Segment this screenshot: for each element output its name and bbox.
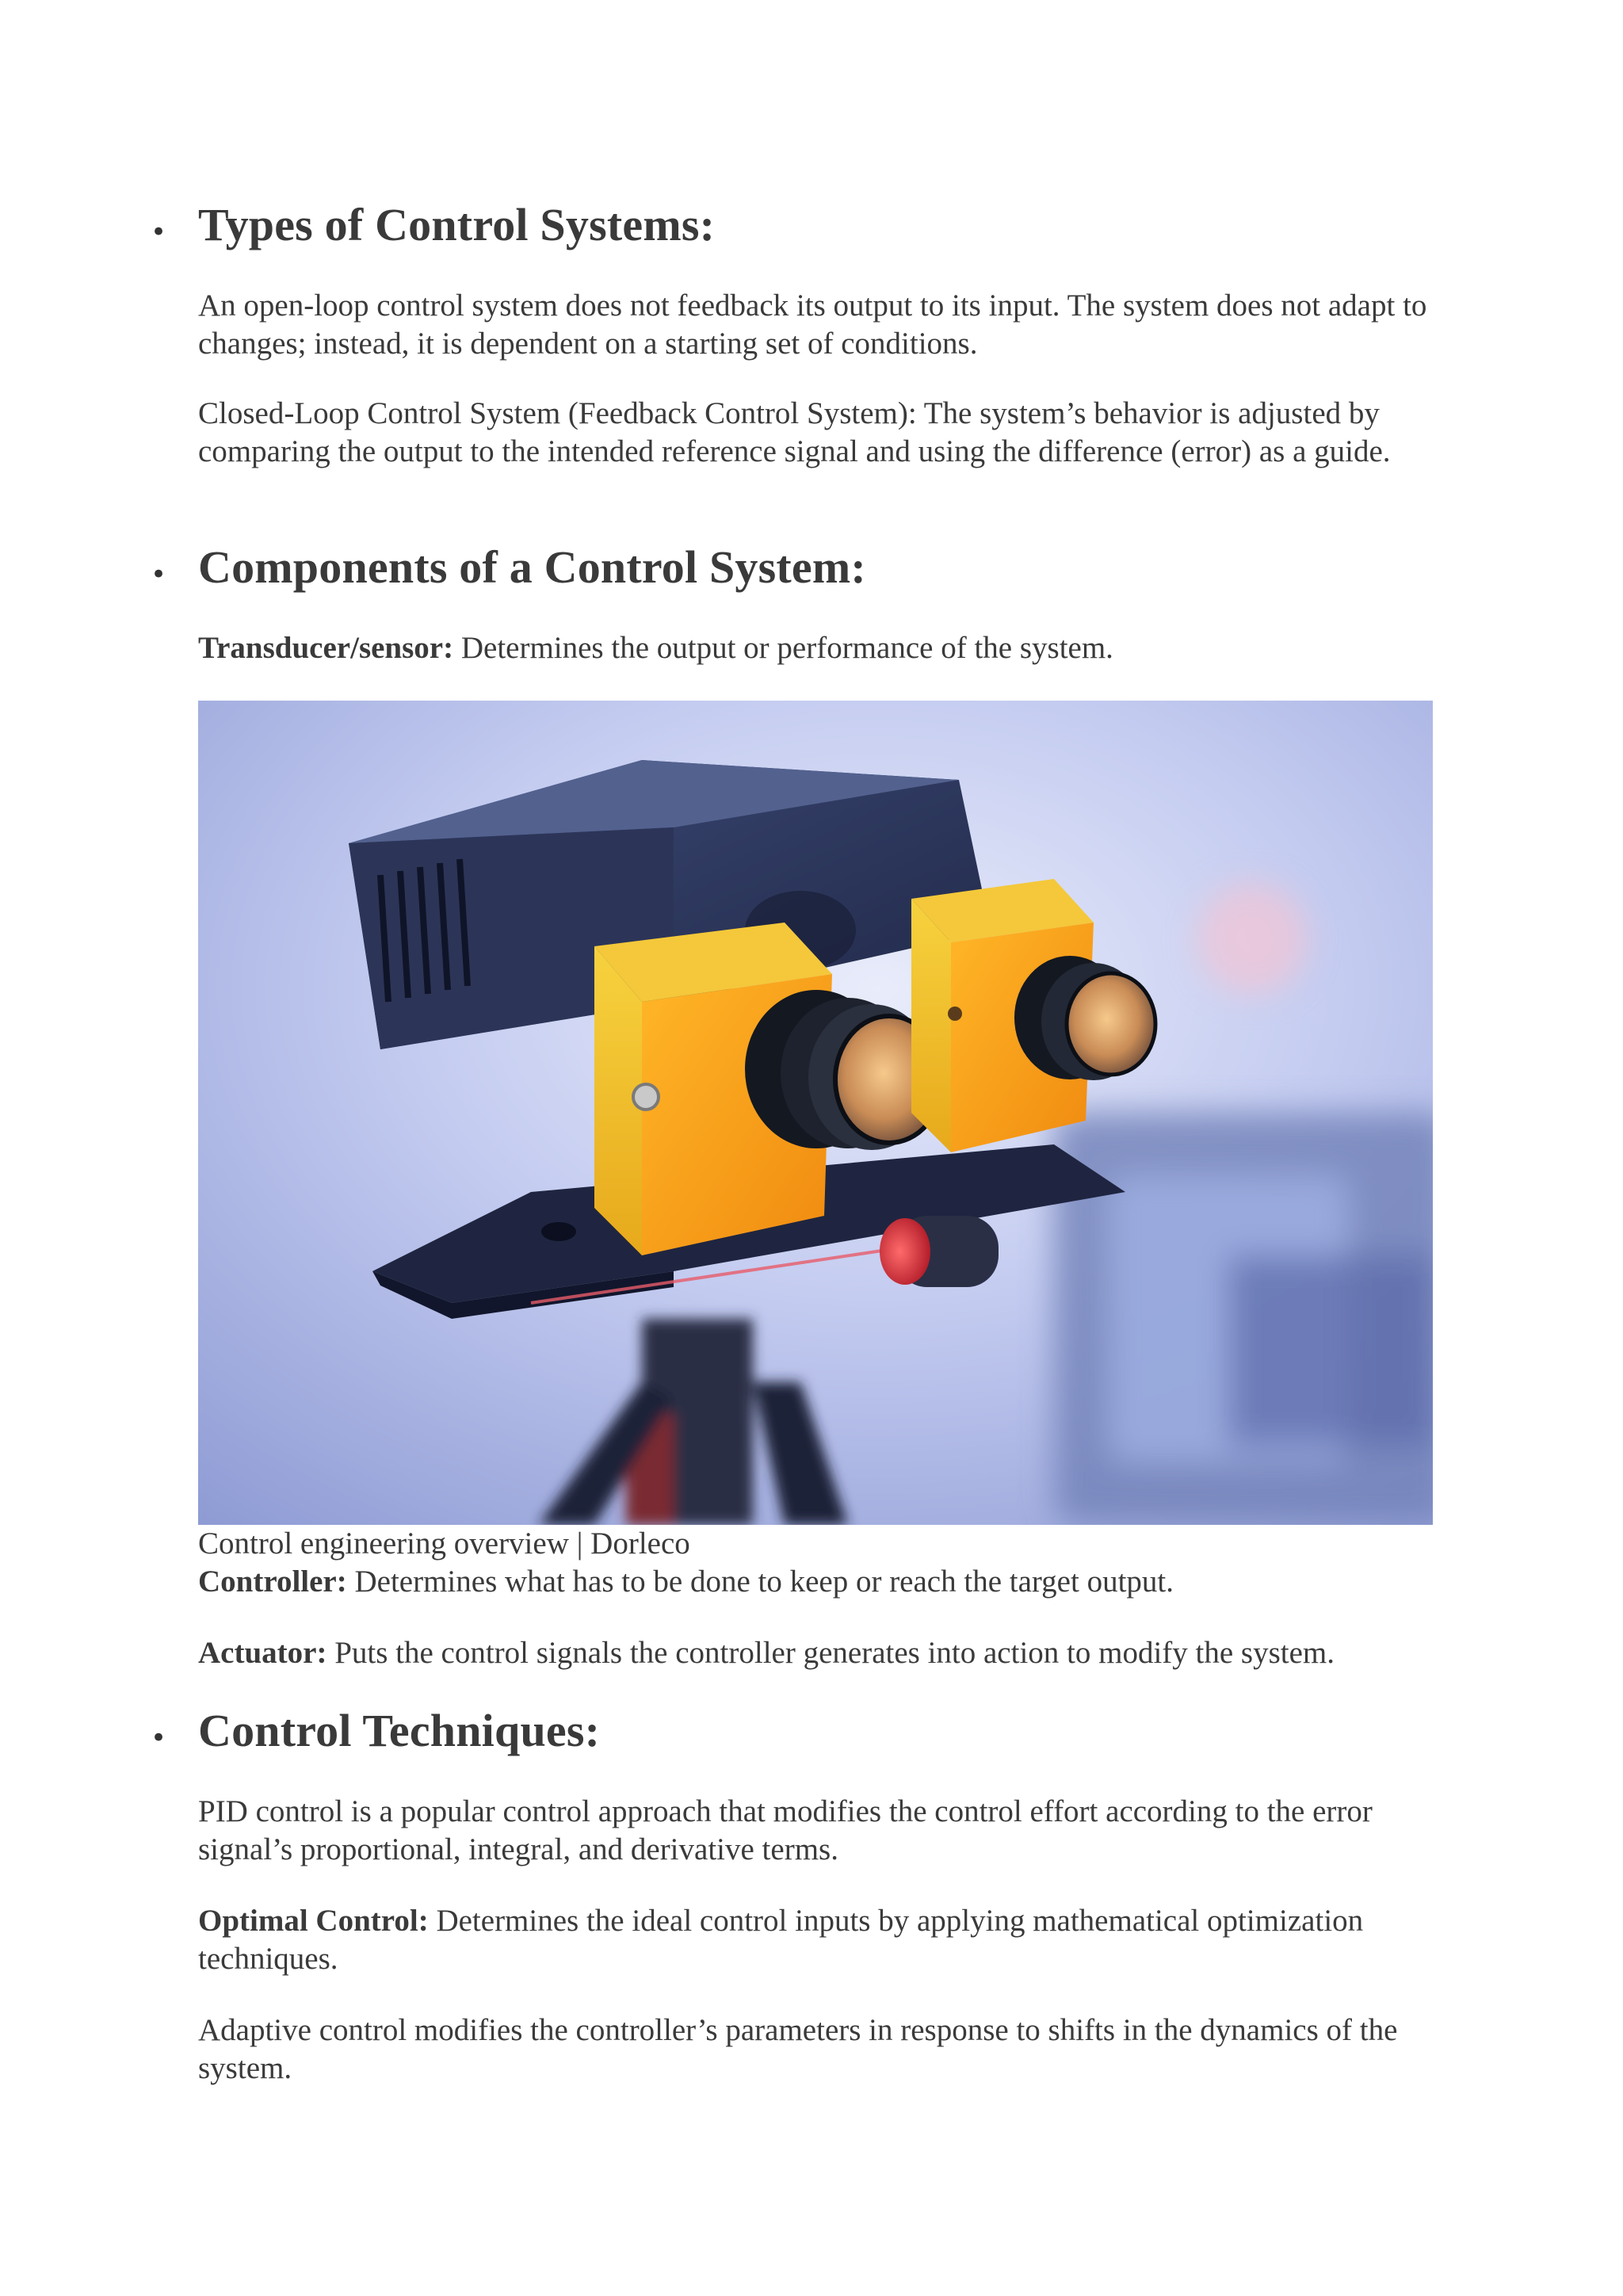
term-controller: Controller: bbox=[198, 1564, 347, 1599]
paragraph-actuator bbox=[198, 1634, 1434, 1672]
camera-illustration bbox=[198, 701, 1433, 1525]
definition-controller: Determines what has to be done to keep or reach the target output. bbox=[346, 1564, 1174, 1599]
section-control-techniques bbox=[151, 1705, 1434, 1756]
section-components bbox=[151, 541, 1434, 593]
figure-caption: Control engineering overview | Dorleco bbox=[198, 1526, 690, 1561]
bullet-icon: • bbox=[151, 216, 167, 248]
section-types-of-control-systems bbox=[151, 199, 1434, 250]
paragraph-optimal-control bbox=[198, 1902, 1434, 1978]
paragraph-adaptive-control: Adaptive control modifies the controller’s parameters in response to shifts in the dynamics of the system. bbox=[198, 2013, 1398, 2085]
term-sensor: Transducer/sensor: bbox=[198, 631, 454, 665]
paragraph-pid-control: PID control is a popular control approach that modifies the control effort according to the error signal’s proportional, integral, and derivative terms. bbox=[198, 1794, 1373, 1866]
heading-row bbox=[151, 1705, 1434, 1756]
paragraph-open-loop: An open-loop control system does not feedback its output to its input. The system does not adapt to changes; instead, it is dependent on a starting set of conditions. bbox=[198, 288, 1427, 361]
section-heading: Control Techniques: bbox=[198, 1705, 601, 1756]
heading-row bbox=[151, 541, 1434, 593]
section-heading: Components of a Control System: bbox=[198, 541, 866, 593]
definition-sensor: Determines the output or performance of the system. bbox=[453, 631, 1113, 665]
definition-optimal-control: Determines the ideal control inputs by applying mathematical optimization techniques. bbox=[198, 1904, 1364, 1976]
sensor-camera-photo bbox=[198, 701, 1433, 1525]
paragraph-closed-loop: Closed-Loop Control System (Feedback Control System): The system’s behavior is adjusted by comparing the output to the intended reference signal and using the difference (error) as a guide. bbox=[198, 396, 1391, 468]
paragraph-sensor bbox=[198, 629, 1434, 667]
term-optimal-control: Optimal Control: bbox=[198, 1904, 429, 1938]
bullet-icon: • bbox=[151, 1722, 167, 1754]
paragraph-controller bbox=[198, 1563, 1434, 1601]
term-actuator: Actuator: bbox=[198, 1636, 327, 1670]
definition-actuator: Puts the control signals the controller generates into action to modify the system. bbox=[327, 1636, 1335, 1670]
bullet-icon: • bbox=[151, 559, 167, 590]
section-heading: Types of Control Systems: bbox=[198, 199, 716, 250]
heading-row bbox=[151, 199, 1434, 250]
